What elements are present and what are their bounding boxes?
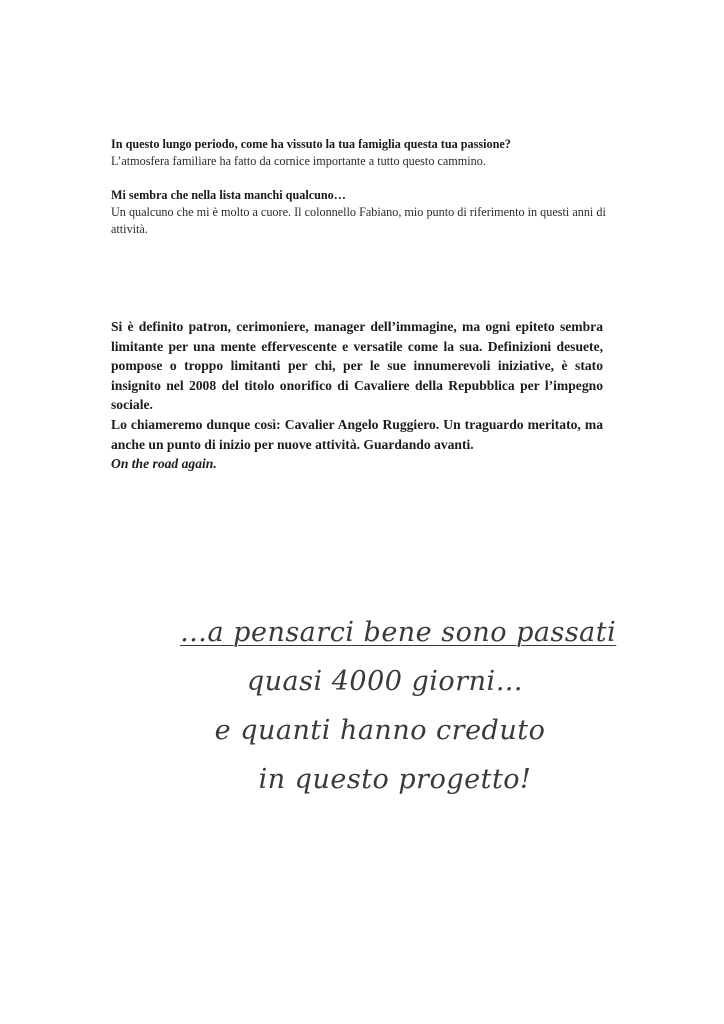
handwritten-line: e quanti hanno creduto xyxy=(214,715,546,746)
biography-paragraph: Lo chiameremo dunque così: Cavalier Angelo Ruggiero. Un traguardo meritato, ma anche un punto di inizio per nuove attività. Guardando avanti. xyxy=(111,416,603,452)
interview-item-2 xyxy=(111,187,611,238)
interview-question: In questo lungo periodo, come ha vissuto la tua famiglia questa tua passione? xyxy=(111,137,511,151)
handwritten-line: in questo progetto! xyxy=(258,764,532,795)
interview-answer: L’atmosfera familiare ha fatto da cornice importante a tutto questo cammino. xyxy=(111,154,486,168)
interview-question: Mi sembra che nella lista manchi qualcuno… xyxy=(111,188,346,202)
interview-answer: Un qualcuno che mi è molto a cuore. Il colonnello Fabiano, mio punto di riferimento in questi anni di attività. xyxy=(111,205,606,236)
biography-section xyxy=(111,317,603,474)
tagline: On the road again. xyxy=(111,456,217,472)
interview-item-1 xyxy=(111,136,611,170)
handwritten-note xyxy=(180,608,617,804)
biography-paragraph: Si è definito patron, cerimoniere, manager dell’immagine, ma ogni epiteto sembra limitante per una mente effervescente e versatile come la sua. Definizioni desuete, pompose o troppo limitanti per chi, per le sue innumerevoli iniziative, è stato insignito nel 2008 del titolo onorifico di Cavaliere della Repubblica per l’impegno sociale. xyxy=(111,319,603,413)
handwritten-line: …a pensarci bene sono passati xyxy=(180,617,617,648)
handwritten-line: quasi 4000 giorni… xyxy=(246,666,524,697)
